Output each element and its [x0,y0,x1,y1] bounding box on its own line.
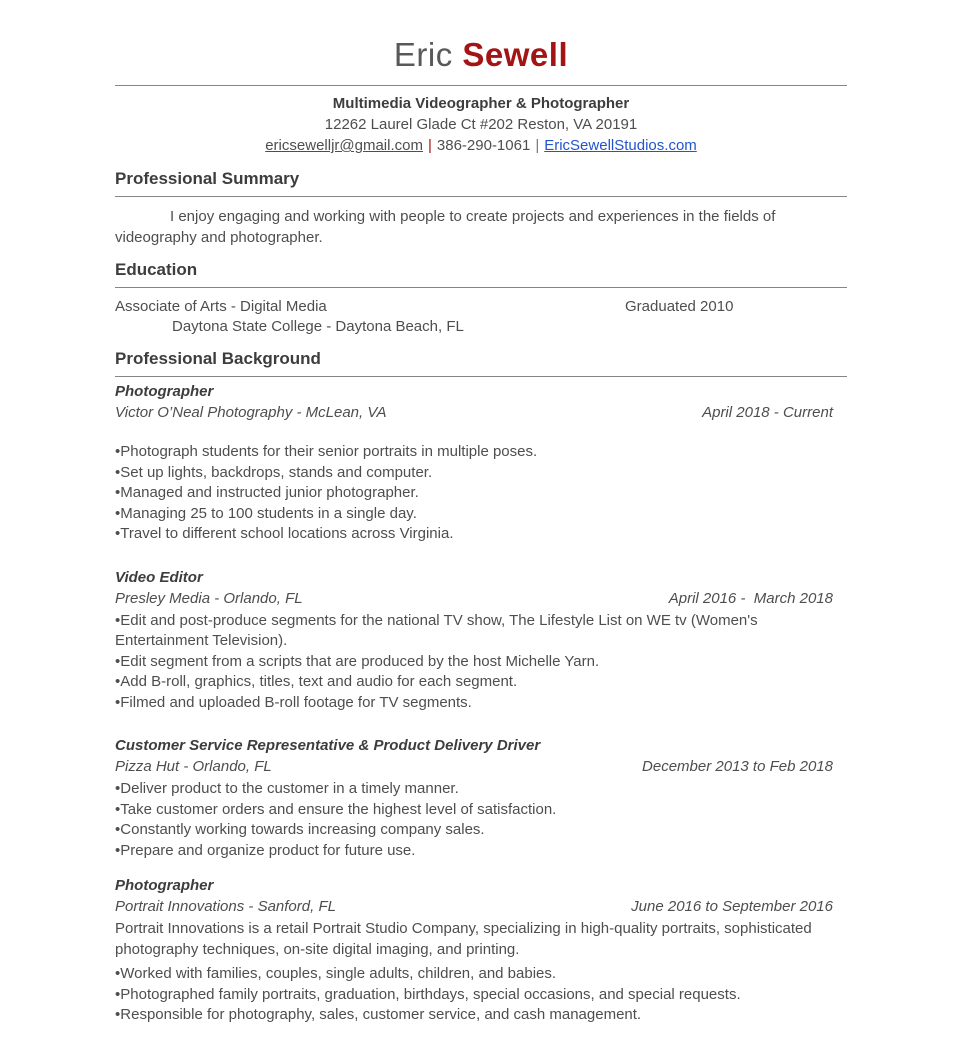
address-line: 12262 Laurel Glade Ct #202 Reston, VA 20191 [324,116,638,133]
bullet-item: • Constantly working towards increasing company sales. [115,820,847,841]
job-title: Photographer [115,383,214,400]
headline: Multimedia Videographer & Photographer [332,95,630,112]
background-heading: Professional Background [115,349,321,368]
contact-line [115,135,847,156]
job-title: Video Editor [115,568,203,586]
job-entry-photographer-victor-oneal [115,383,847,545]
email-link[interactable]: ericsewelljr@gmail.com [265,137,423,154]
job-entry-video-editor [115,569,847,714]
bullet-item: • Edit and post-produce segments for the national TV show, The Lifestyle List on WE tv (Women's Entertainment Television). [115,611,847,652]
job-company: Pizza Hut - Orlando, FL [115,758,272,775]
job-meta [115,404,847,421]
bullet-item: • Take customer orders and ensure the highest level of satisfaction. [115,800,847,821]
job-company: Portrait Innovations - Sanford, FL [115,898,336,915]
bullet-item: • Add B-roll, graphics, titles, text and audio for each segment. [115,672,847,693]
job-bullet-list [115,611,847,714]
job-meta [115,898,847,915]
phone-number: 386-290-1061 [436,137,531,154]
first-name: Eric [393,36,453,73]
section-education [115,261,847,337]
job-company: Victor O’Neal Photography - McLean, VA [115,404,387,421]
bullet-item: • Filmed and uploaded B-roll footage for TV segments. [115,693,847,714]
bullet-item: • Edit segment from a scripts that are produced by the host Michelle Yarn. [115,652,847,673]
bullet-item: • Responsible for photography, sales, customer service, and cash management. [115,1005,847,1026]
bullet-item: • Photographed family portraits, graduation, birthdays, special occasions, and special requests. [115,985,847,1006]
job-dates: April 2018 - Current [702,404,833,421]
job-dates: December 2013 to Feb 2018 [642,758,833,775]
separator: | [427,137,432,154]
education-entry [115,297,847,317]
website-link[interactable]: EricSewellStudios.com [544,137,697,154]
bullet-item: • Deliver product to the customer in a timely manner. [115,779,847,800]
bullet-item: • Set up lights, backdrops, stands and computer. [115,463,847,484]
summary-text: I enjoy engaging and working with people to create projects and experiences in the fields of videography and photographer. [115,208,776,246]
job-meta [115,590,847,607]
job-title: Photographer [115,877,214,894]
summary-heading: Professional Summary [115,169,300,188]
bullet-item: • Prepare and organize product for future use. [115,841,847,862]
job-dates: April 2016 - March 2018 [668,589,833,607]
bullet-item: • Worked with families, couples, single adults, children, and babies. [115,964,847,985]
job-bullet-list [115,779,847,861]
job-bullet-list [115,442,847,545]
job-entry-photographer-portrait-innovations [115,877,847,1026]
header-divider [115,85,847,86]
job-company: Presley Media - Orlando, FL [115,589,303,607]
section-professional-background [115,350,847,1026]
resume-header [115,36,847,156]
education-heading: Education [115,260,198,279]
bullet-item: • Managed and instructed junior photographer. [115,483,847,504]
education-school: Daytona State College - Daytona Beach, FL [172,318,464,335]
job-bullet-list [115,964,847,1026]
separator: | [535,137,540,154]
education-date: Graduated 2010 [625,298,734,315]
education-degree: Associate of Arts - Digital Media [115,298,327,315]
job-description: Portrait Innovations is a retail Portrait Studio Company, specializing in high-quality portraits, sophisticated photography techniques, on-site digital imaging, and printing. [115,920,812,958]
page-title [115,36,847,74]
job-entry-customer-service-pizza-hut [115,737,847,861]
section-professional-summary [115,170,847,248]
section-divider [115,376,847,377]
job-meta [115,758,847,775]
job-title: Customer Service Representative & Product Delivery Driver [115,737,541,754]
last-name: Sewell [462,36,569,73]
bullet-item: • Managing 25 to 100 students in a single day. [115,504,847,525]
bullet-item: • Photograph students for their senior portraits in multiple poses. [115,442,847,463]
section-divider [115,196,847,197]
job-dates: June 2016 to September 2016 [631,898,833,915]
bullet-item: • Travel to different school locations across Virginia. [115,524,847,545]
section-divider [115,287,847,288]
